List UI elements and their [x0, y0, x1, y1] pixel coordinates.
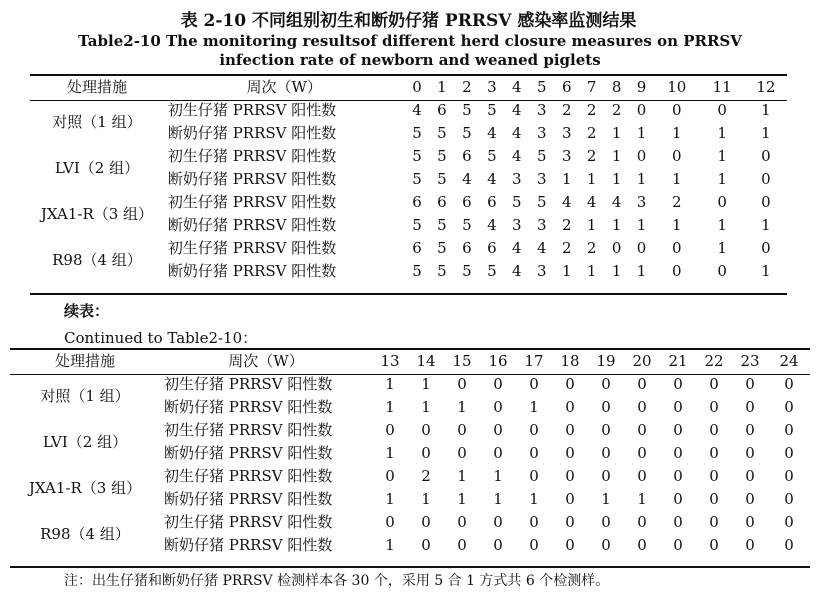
- week-col-header: 16: [488, 352, 508, 370]
- positive-count-cell: 0: [601, 536, 611, 554]
- table2: [10, 350, 810, 557]
- positive-count-cell: 1: [636, 216, 647, 234]
- positive-count-cell: 2: [586, 239, 597, 257]
- table-row: [30, 191, 787, 214]
- positive-count-cell: 0: [565, 490, 575, 508]
- positive-count-cell: 0: [745, 513, 755, 531]
- positive-count-cell: 5: [487, 262, 497, 280]
- positive-count-cell: 1: [586, 262, 597, 280]
- positive-count-cell: 0: [385, 421, 395, 439]
- positive-count-cell: 0: [745, 490, 755, 508]
- positive-count-cell: 2: [561, 101, 572, 119]
- continued-en: Continued to Table2-10：: [64, 329, 258, 347]
- positive-count-cell: 0: [493, 398, 503, 416]
- positive-count-cell: 1: [636, 124, 647, 142]
- row-label: 断奶仔猪 PRRSV 阳性数: [164, 398, 333, 416]
- table-title-en: Table2-10 The monitoring resultsof different herd closure measures on PRRSV infection rate of newborn and weaned piglets: [78, 32, 742, 69]
- positive-count-cell: 1: [421, 398, 431, 416]
- positive-count-cell: 1: [385, 444, 395, 462]
- positive-count-cell: 1: [561, 262, 572, 280]
- positive-count-cell: 6: [437, 193, 447, 211]
- table-row: [30, 145, 787, 168]
- table-note: 注：出生仔猪和断奶仔猪 PRRSV 检测样本各 30 个，采用 5 合 1 方式共 6 个检测样。: [64, 573, 610, 589]
- positive-count-cell: 6: [487, 239, 497, 257]
- positive-count-cell: 0: [717, 193, 727, 211]
- week-col-header: 19: [596, 352, 616, 370]
- week-col-header: 2: [462, 78, 472, 96]
- positive-count-cell: 3: [536, 124, 547, 142]
- positive-count-cell: 0: [784, 398, 794, 416]
- positive-count-cell: 6: [487, 193, 497, 211]
- positive-count-cell: 5: [462, 216, 472, 234]
- positive-count-cell: 1: [385, 375, 395, 393]
- positive-count-cell: 1: [561, 170, 572, 188]
- positive-count-cell: 5: [487, 147, 497, 165]
- positive-count-cell: 1: [586, 216, 597, 234]
- group-name: JXA1-R（3 组）: [28, 478, 142, 497]
- positive-count-cell: 5: [487, 101, 497, 119]
- positive-count-cell: 1: [717, 124, 727, 142]
- positive-count-cell: 1: [717, 216, 727, 234]
- positive-count-cell: 1: [611, 262, 622, 280]
- week-col-header: 22: [704, 352, 724, 370]
- table-row: [10, 465, 810, 488]
- positive-count-cell: 4: [586, 193, 597, 211]
- positive-count-cell: 0: [421, 536, 431, 554]
- positive-count-cell: 3: [636, 193, 647, 211]
- positive-count-cell: 1: [636, 170, 647, 188]
- positive-count-cell: 0: [671, 101, 682, 119]
- positive-count-cell: 4: [512, 262, 522, 280]
- row-label: 初生仔猪 PRRSV 阳性数: [167, 147, 337, 165]
- week-col-header: 15: [452, 352, 472, 370]
- positive-count-cell: 5: [462, 262, 472, 280]
- group-name: LVI（2 组）: [42, 432, 128, 451]
- positive-count-cell: 3: [536, 170, 547, 188]
- positive-count-cell: 5: [437, 262, 447, 280]
- positive-count-cell: 0: [673, 536, 683, 554]
- positive-count-cell: 6: [437, 101, 447, 119]
- week-header: 周次（W）: [246, 78, 322, 96]
- positive-count-cell: 1: [385, 490, 395, 508]
- table-row: [30, 237, 787, 260]
- positive-count-cell: 0: [637, 444, 647, 462]
- positive-count-cell: 5: [412, 262, 422, 280]
- week-col-header: 18: [560, 352, 580, 370]
- positive-count-cell: 0: [673, 444, 683, 462]
- positive-count-cell: 3: [561, 124, 572, 142]
- positive-count-cell: 0: [709, 467, 719, 485]
- row-label: 初生仔猪 PRRSV 阳性数: [164, 421, 333, 439]
- positive-count-cell: 0: [709, 421, 719, 439]
- positive-count-cell: 4: [512, 124, 522, 142]
- table-title-cn: 表 2-10 不同组别初生和断奶仔猪 PRRSV 感染率监测结果: [180, 11, 637, 31]
- positive-count-cell: 1: [636, 262, 647, 280]
- positive-count-cell: 0: [565, 444, 575, 462]
- positive-count-cell: 0: [493, 375, 503, 393]
- positive-count-cell: 0: [673, 467, 683, 485]
- row-label: 初生仔猪 PRRSV 阳性数: [164, 375, 333, 393]
- positive-count-cell: 2: [671, 193, 682, 211]
- week-col-header: 17: [524, 352, 544, 370]
- week-col-header: 8: [611, 78, 622, 96]
- positive-count-cell: 6: [462, 239, 472, 257]
- positive-count-cell: 0: [493, 444, 503, 462]
- positive-count-cell: 0: [673, 398, 683, 416]
- positive-count-cell: 3: [536, 101, 547, 119]
- positive-count-cell: 0: [421, 421, 431, 439]
- positive-count-cell: 5: [412, 170, 422, 188]
- positive-count-cell: 0: [529, 444, 539, 462]
- positive-count-cell: 2: [561, 239, 572, 257]
- positive-count-cell: 5: [437, 170, 447, 188]
- positive-count-cell: 0: [611, 239, 622, 257]
- group-name: JXA1-R（3 组）: [40, 204, 154, 223]
- positive-count-cell: 0: [529, 421, 539, 439]
- positive-count-cell: 0: [493, 421, 503, 439]
- positive-count-cell: 5: [462, 124, 472, 142]
- row-label: 断奶仔猪 PRRSV 阳性数: [167, 124, 337, 142]
- group-name: R98（4 组）: [40, 524, 130, 543]
- positive-count-cell: 1: [671, 170, 682, 188]
- positive-count-cell: 1: [611, 170, 622, 188]
- positive-count-cell: 3: [512, 170, 522, 188]
- positive-count-cell: 5: [437, 147, 447, 165]
- positive-count-cell: 5: [437, 239, 447, 257]
- continued-cn: 续表：: [64, 302, 110, 320]
- group-name: 对照（1 组）: [40, 386, 130, 405]
- row-label: 初生仔猪 PRRSV 阳性数: [167, 193, 337, 211]
- positive-count-cell: 6: [412, 239, 422, 257]
- positive-count-cell: 5: [512, 193, 522, 211]
- week-col-header: 20: [632, 352, 652, 370]
- positive-count-cell: 0: [637, 513, 647, 531]
- positive-count-cell: 1: [761, 216, 771, 234]
- positive-count-cell: 2: [586, 101, 597, 119]
- group-name: R98（4 组）: [52, 250, 142, 269]
- week-col-header: 0: [412, 78, 422, 96]
- positive-count-cell: 5: [412, 147, 422, 165]
- positive-count-cell: 1: [637, 490, 647, 508]
- positive-count-cell: 0: [745, 398, 755, 416]
- row-label: 断奶仔猪 PRRSV 阳性数: [167, 170, 337, 188]
- positive-count-cell: 0: [673, 375, 683, 393]
- positive-count-cell: 0: [709, 490, 719, 508]
- positive-count-cell: 0: [565, 398, 575, 416]
- positive-count-cell: 2: [421, 467, 431, 485]
- week-col-header: 6: [561, 78, 572, 96]
- group-name: LVI（2 组）: [54, 158, 140, 177]
- positive-count-cell: 0: [457, 513, 467, 531]
- row-label: 断奶仔猪 PRRSV 阳性数: [167, 262, 337, 280]
- positive-count-cell: 3: [561, 147, 572, 165]
- table-row: [10, 373, 810, 396]
- positive-count-cell: 1: [601, 490, 611, 508]
- positive-count-cell: 0: [709, 513, 719, 531]
- positive-count-cell: 1: [611, 124, 622, 142]
- positive-count-cell: 0: [673, 421, 683, 439]
- positive-count-cell: 6: [462, 147, 472, 165]
- positive-count-cell: 0: [671, 239, 682, 257]
- positive-count-cell: 0: [493, 536, 503, 554]
- positive-count-cell: 4: [536, 239, 547, 257]
- positive-count-cell: 0: [637, 375, 647, 393]
- positive-count-cell: 0: [745, 536, 755, 554]
- positive-count-cell: 0: [784, 421, 794, 439]
- positive-count-cell: 5: [412, 216, 422, 234]
- positive-count-cell: 0: [761, 193, 771, 211]
- row-label: 断奶仔猪 PRRSV 阳性数: [164, 490, 333, 508]
- row-label: 初生仔猪 PRRSV 阳性数: [167, 239, 337, 257]
- positive-count-cell: 2: [611, 101, 622, 119]
- week-col-header: 7: [586, 78, 597, 96]
- positive-count-cell: 0: [636, 147, 647, 165]
- positive-count-cell: 1: [385, 536, 395, 554]
- table1-bottom-rule: [30, 293, 787, 295]
- positive-count-cell: 2: [586, 124, 597, 142]
- positive-count-cell: 0: [745, 375, 755, 393]
- positive-count-cell: 0: [529, 375, 539, 393]
- positive-count-cell: 0: [529, 513, 539, 531]
- positive-count-cell: 0: [745, 421, 755, 439]
- row-label: 断奶仔猪 PRRSV 阳性数: [164, 536, 333, 554]
- week-col-header: 24: [779, 352, 799, 370]
- positive-count-cell: 4: [611, 193, 622, 211]
- row-label: 初生仔猪 PRRSV 阳性数: [164, 467, 333, 485]
- positive-count-cell: 0: [709, 375, 719, 393]
- table-row: [10, 419, 810, 442]
- positive-count-cell: 4: [512, 147, 522, 165]
- row-label: 初生仔猪 PRRSV 阳性数: [167, 101, 337, 119]
- group-name: 对照（1 组）: [52, 112, 142, 131]
- week-col-header: 13: [380, 352, 400, 370]
- positive-count-cell: 0: [565, 513, 575, 531]
- positive-count-cell: 0: [601, 467, 611, 485]
- positive-count-cell: 0: [636, 239, 647, 257]
- positive-count-cell: 0: [637, 421, 647, 439]
- positive-count-cell: 0: [784, 467, 794, 485]
- positive-count-cell: 0: [673, 513, 683, 531]
- positive-count-cell: 0: [457, 536, 467, 554]
- table-row: [10, 511, 810, 534]
- positive-count-cell: 0: [457, 421, 467, 439]
- positive-count-cell: 0: [784, 536, 794, 554]
- positive-count-cell: 1: [671, 124, 682, 142]
- positive-count-cell: 4: [487, 124, 497, 142]
- positive-count-cell: 1: [717, 147, 727, 165]
- positive-count-cell: 1: [586, 170, 597, 188]
- positive-count-cell: 6: [412, 193, 422, 211]
- positive-count-cell: 0: [784, 375, 794, 393]
- table-row: [30, 99, 787, 122]
- week-col-header: 10: [667, 78, 687, 96]
- positive-count-cell: 0: [385, 513, 395, 531]
- positive-count-cell: 2: [586, 147, 597, 165]
- positive-count-cell: 1: [421, 375, 431, 393]
- positive-count-cell: 0: [717, 101, 727, 119]
- positive-count-cell: 3: [536, 216, 547, 234]
- week-col-header: 14: [416, 352, 436, 370]
- positive-count-cell: 0: [671, 147, 682, 165]
- week-col-header: 23: [740, 352, 760, 370]
- positive-count-cell: 0: [673, 490, 683, 508]
- positive-count-cell: 1: [761, 262, 771, 280]
- row-label: 断奶仔猪 PRRSV 阳性数: [167, 216, 337, 234]
- positive-count-cell: 0: [529, 467, 539, 485]
- week-header-2: 周次（W）: [228, 352, 304, 370]
- week-col-header: 3: [487, 78, 497, 96]
- positive-count-cell: 5: [536, 147, 547, 165]
- table2-header-row: [10, 350, 810, 373]
- positive-count-cell: 0: [601, 421, 611, 439]
- positive-count-cell: 1: [457, 490, 467, 508]
- positive-count-cell: 0: [637, 536, 647, 554]
- positive-count-cell: 1: [611, 216, 622, 234]
- positive-count-cell: 0: [745, 467, 755, 485]
- positive-count-cell: 0: [565, 536, 575, 554]
- positive-count-cell: 3: [536, 262, 547, 280]
- positive-count-cell: 1: [493, 467, 503, 485]
- positive-count-cell: 0: [565, 421, 575, 439]
- positive-count-cell: 0: [421, 444, 431, 462]
- positive-count-cell: 0: [457, 444, 467, 462]
- positive-count-cell: 0: [601, 375, 611, 393]
- positive-count-cell: 0: [601, 513, 611, 531]
- positive-count-cell: 1: [761, 101, 771, 119]
- week-col-header: 21: [668, 352, 688, 370]
- positive-count-cell: 0: [784, 490, 794, 508]
- positive-count-cell: 3: [512, 216, 522, 234]
- positive-count-cell: 0: [493, 513, 503, 531]
- positive-count-cell: 1: [457, 467, 467, 485]
- week-col-header: 5: [536, 78, 547, 96]
- positive-count-cell: 0: [717, 262, 727, 280]
- positive-count-cell: 0: [709, 536, 719, 554]
- positive-count-cell: 0: [457, 375, 467, 393]
- positive-count-cell: 4: [561, 193, 572, 211]
- positive-count-cell: 4: [412, 101, 422, 119]
- measure-header-2: 处理措施: [54, 352, 115, 370]
- positive-count-cell: 0: [421, 513, 431, 531]
- positive-count-cell: 1: [457, 398, 467, 416]
- positive-count-cell: 5: [462, 101, 472, 119]
- positive-count-cell: 1: [529, 398, 539, 416]
- positive-count-cell: 0: [761, 147, 771, 165]
- positive-count-cell: 0: [761, 239, 771, 257]
- positive-count-cell: 0: [745, 444, 755, 462]
- positive-count-cell: 1: [529, 490, 539, 508]
- positive-count-cell: 5: [412, 124, 422, 142]
- positive-count-cell: 2: [561, 216, 572, 234]
- positive-count-cell: 0: [709, 398, 719, 416]
- positive-count-cell: 0: [761, 170, 771, 188]
- row-label: 断奶仔猪 PRRSV 阳性数: [164, 444, 333, 462]
- positive-count-cell: 5: [437, 216, 447, 234]
- positive-count-cell: 4: [487, 216, 497, 234]
- row-label: 初生仔猪 PRRSV 阳性数: [164, 513, 333, 531]
- table1: [30, 76, 787, 283]
- table1-header-row: [30, 76, 787, 99]
- positive-count-cell: 4: [512, 239, 522, 257]
- positive-count-cell: 1: [385, 398, 395, 416]
- week-col-header: 12: [756, 78, 776, 96]
- positive-count-cell: 6: [462, 193, 472, 211]
- positive-count-cell: 1: [761, 124, 771, 142]
- positive-count-cell: 1: [671, 216, 682, 234]
- positive-count-cell: 0: [565, 375, 575, 393]
- week-col-header: 4: [512, 78, 522, 96]
- positive-count-cell: 1: [493, 490, 503, 508]
- positive-count-cell: 1: [421, 490, 431, 508]
- positive-count-cell: 0: [637, 398, 647, 416]
- positive-count-cell: 0: [671, 262, 682, 280]
- positive-count-cell: 4: [462, 170, 472, 188]
- positive-count-cell: 4: [487, 170, 497, 188]
- positive-count-cell: 0: [565, 467, 575, 485]
- positive-count-cell: 0: [637, 467, 647, 485]
- positive-count-cell: 0: [601, 444, 611, 462]
- week-col-header: 1: [437, 78, 447, 96]
- positive-count-cell: 1: [717, 170, 727, 188]
- positive-count-cell: 0: [385, 467, 395, 485]
- positive-count-cell: 4: [512, 101, 522, 119]
- week-col-header: 11: [712, 78, 732, 96]
- positive-count-cell: 5: [437, 124, 447, 142]
- measure-header: 处理措施: [66, 78, 127, 96]
- positive-count-cell: 0: [601, 398, 611, 416]
- positive-count-cell: 0: [784, 513, 794, 531]
- week-col-header: 9: [636, 78, 647, 96]
- positive-count-cell: 0: [529, 536, 539, 554]
- positive-count-cell: 0: [784, 444, 794, 462]
- positive-count-cell: 5: [536, 193, 547, 211]
- positive-count-cell: 1: [717, 239, 727, 257]
- positive-count-cell: 1: [611, 147, 622, 165]
- positive-count-cell: 0: [709, 444, 719, 462]
- positive-count-cell: 0: [636, 101, 647, 119]
- table2-bottom-rule: [10, 566, 810, 568]
